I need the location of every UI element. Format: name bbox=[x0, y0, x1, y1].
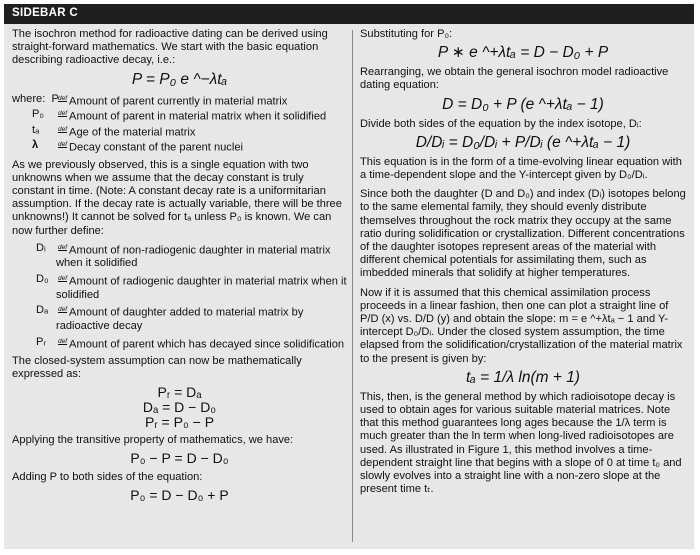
sidebar-title: SIDEBAR C bbox=[12, 7, 78, 19]
definition-row: where: P $^{def}$ Amount of parent currently in material matrix bbox=[12, 92, 288, 108]
equation-transitive: P₀ − P = D − D₀ bbox=[130, 449, 229, 466]
right-paragraph-conclusion: This, then, is the general method by which radioisotope decay is used to obtain ages for various suitable material matrices. Note that this method guarantees long ages because the 1/λ term is much greater than the ln term when long-lived radioisotopes are used. As illustrated in Figure 1, this method involves a time-dependent straight line that begins with a slope of 0 at time t₀ and slowly evolves into a straight line with a non-zero slope at the present time tₜ. bbox=[360, 390, 682, 496]
right-paragraph-rearranging: Rearranging, we obtain the general isochron model radioactive dating equation: bbox=[360, 66, 669, 92]
left-paragraph-intro: The isochron method for radioactive dating can be derived using straight-forward mathematics. We start with the basic equation describing radioactive decay, i.e.: bbox=[12, 28, 328, 67]
def-mark: def bbox=[58, 94, 68, 102]
definition-row: D₀ $^{def}$ Amount of radiogenic daughter in material matrix when it solidified bbox=[36, 273, 347, 301]
right-paragraph-divide: Divide both sides of the equation by the index isotope, Dᵢ: bbox=[360, 117, 642, 130]
left-paragraph-transitive: Applying the transitive property of mathematics, we have: bbox=[12, 433, 294, 446]
column-divider bbox=[352, 30, 353, 542]
definition-row: Dᵢ $^{def}$ Amount of non-radiogenic daughter in material matrix when it solidified bbox=[36, 241, 331, 270]
right-paragraph-elemental-family: Since both the daughter (D and D₀) and index (Dᵢ) isotopes belong to the same elemental family, they should evenly distribute themselves throughout the rock matrix they occupy at the same ratio during solidification or crystallization. Different concentrations of the daughter isotopes represent areas of the material with different chemical potentials for assimilating them, such as imbedded minerals that solidify at higher temperatures. bbox=[360, 188, 686, 280]
equation-substituted: P ∗ e ^+λtₐ = D − D₀ + P bbox=[437, 44, 609, 62]
where-label: where: P bbox=[12, 92, 59, 105]
def-mark: def bbox=[58, 141, 68, 149]
def-mark: def bbox=[58, 110, 68, 118]
def-mark: def bbox=[58, 275, 68, 283]
left-paragraph-adding: Adding P to both sides of the equation: bbox=[12, 470, 203, 483]
equation-isochron: D = D₀ + P (e ^+λtₐ − 1) bbox=[442, 95, 604, 113]
right-paragraph-substituting: Substituting for P₀: bbox=[360, 28, 453, 40]
sidebar-box bbox=[4, 4, 694, 549]
left-column bbox=[12, 28, 347, 508]
definition-row: P₀ $^{def}$ Amount of parent in material matrix when it solidified bbox=[32, 108, 327, 123]
equation-adding: P₀ = D − D₀ + P bbox=[130, 486, 229, 503]
equation-age: tₐ = 1/λ ln(m + 1) bbox=[466, 368, 580, 386]
equation-decay bbox=[12, 71, 347, 89]
definitions-list-1 bbox=[12, 93, 347, 155]
right-paragraph-linear-form: This equation is in the form of a time-evolving linear equation with a time-dependent slope and the Y-intercept given by D₀/Dᵢ. bbox=[360, 155, 682, 182]
right-paragraph-assimilation: Now if it is assumed that this chemical assimilation process proceeds in a linear fashion, then one can plot a straight line of P/D (x) vs. D/D (y) and obtain the slope: m = e ^+λtₐ − 1 and Y-intercept D₀/Dᵢ. Under the closed system assumption, the time elapsed from the solidification/crystallization of the material matrix to the present is given by: bbox=[360, 286, 683, 365]
left-paragraph-unknowns: As we previously observed, this is a single equation with two unknowns when we assume that the decay constant is truly constant in time. (Note: A constant decay rate is a uniformitarian assumption. If the decay rate is actually variable, there will be three unknowns!) It cannot be solved for tₐ unless P₀ is known. We can now further define: bbox=[12, 158, 342, 237]
def-mark: def bbox=[58, 337, 68, 345]
definition-row: Pᵣ $^{def}$ Amount of parent which has decayed since solidification bbox=[36, 335, 345, 351]
sidebar-header bbox=[4, 4, 694, 24]
equation-decay-text: P = P₀ e ^−λtₐ bbox=[131, 70, 228, 88]
equation-closed-system: Pᵣ = Dₐ Dₐ = D − D₀ Pᵣ = P₀ − P bbox=[142, 383, 217, 430]
left-paragraph-closed-system: The closed-system assumption can now be mathematically expressed as: bbox=[12, 355, 302, 381]
definition-row: Dₐ $^{def}$ Amount of daughter added to material matrix by radioactive decay bbox=[36, 304, 304, 332]
definitions-list-2 bbox=[12, 242, 347, 351]
def-mark: def bbox=[58, 125, 68, 133]
right-column bbox=[360, 28, 686, 496]
definition-row: λ $^{def}$ Decay constant of the parent nuclei bbox=[32, 139, 243, 154]
def-mark: def bbox=[58, 243, 68, 251]
equation-divided: D/Dᵢ = D₀/Dᵢ + P/Dᵢ (e ^+λtₐ − 1) bbox=[415, 133, 631, 151]
definition-row: tₐ $^{def}$ Age of the material matrix bbox=[32, 123, 196, 139]
def-mark: def bbox=[58, 306, 68, 314]
